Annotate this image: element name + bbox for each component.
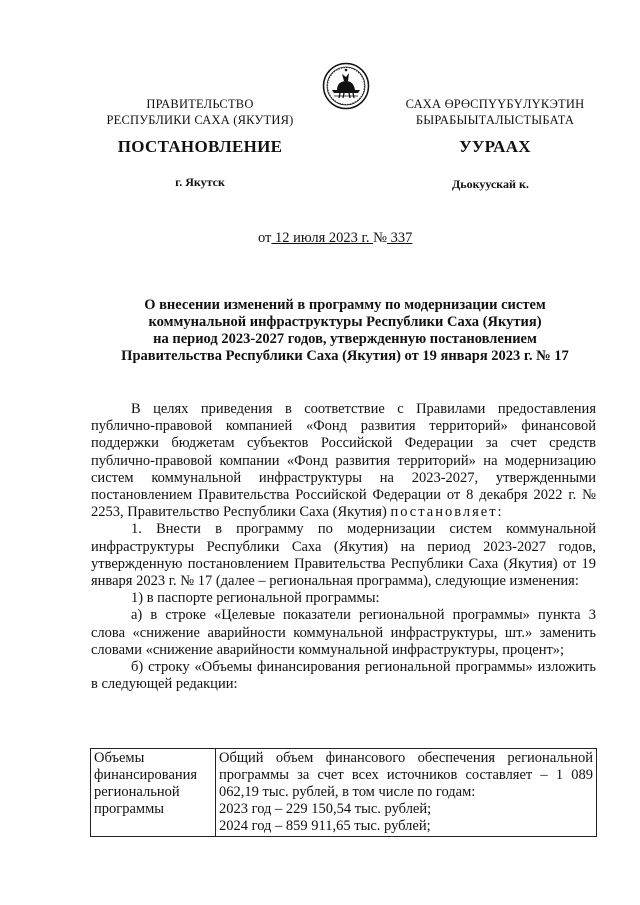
document-date: 12 июля 2023 г. [271,230,374,246]
financing-table [90,748,597,837]
city-sah: Дьокуускай к. [452,177,529,191]
document-body [91,401,596,693]
government-name-ru [85,96,315,128]
document-heading [95,297,595,365]
resolution-keyword: постановляет: [390,504,504,521]
doc-type-ru: ПОСТАНОВЛЕНИЕ [117,137,283,156]
government-name-sah [385,96,605,128]
date-prefix: от [258,230,272,246]
body-paragraph: а) в строке «Целевые показатели региональной программы» пункта 3 слова «снижение аварийности коммунальной инфраструктуры, шт.» заменить словами «снижение аварийности коммунальной инфраструктуры, процент»; [91,607,596,658]
number-label: № [373,230,387,246]
heading-line: на период 2023-2027 годов, утвержденную постановлением [153,331,537,347]
table-cell-label: Объемы финансирования региональной программы [91,749,216,837]
financing-total: Общий объем финансового обеспечения региональной программы за счет всех источников составляет – 1 089 062,19 тыс. рублей, в том числе по годам: [219,750,593,800]
date-number-line [258,230,412,247]
body-paragraph: 1) в паспорте региональной программы: [131,590,380,607]
header-right-line2: БЫРАБЫЫТАЛЫСТЫБАТА [415,113,575,127]
body-paragraph [91,401,596,521]
doc-type-sah: УУРААХ [459,137,531,156]
document-number: 337 [386,230,413,246]
heading-line: О внесении изменений в программу по модернизации систем [144,297,546,313]
financing-year: 2023 год – 229 150,54 тыс. рублей; [219,801,432,817]
city-ru: г. Якутск [175,175,225,189]
header-right-line1: САХА ӨРӨСПҮҮБҮЛҮКЭТИН [405,97,585,111]
body-paragraph: 1. Внести в программу по модернизации систем коммунальной инфраструктуры Республики Саха (Якутия) на период 2023-2027 годов, утвержденную постановлением Правительства Республики Саха (Якутия) от 19 января 2023 г. № 17 (далее – региональная программа), следующие изменения: [91,521,596,590]
table-cell-value [216,749,597,837]
financing-year: 2024 год – 859 911,65 тыс. рублей; [219,818,431,834]
heading-line: Правительства Республики Саха (Якутия) от 19 января 2023 г. № 17 [121,348,569,364]
heading-line: коммунальной инфраструктуры Республики Саха (Якутия) [148,314,542,330]
table-row [91,749,597,837]
preamble-text: В целях приведения в соответствие с Правилами предоставления публично-правовой компанией «Фонд развития территорий» финансовой поддержки бюджетам субъектов Российской Федерации за счет средств публично-правовой компании «Фонд развития территорий» на модернизацию систем коммунальной инфраструктуры на 2023-2027, утвержденными постановлением Правительства Российской Федерации от 8 декабря 2022 г. № 2253, Правительство Республики Саха (Якутия) [91,401,596,521]
emblem-icon [322,62,370,110]
header-left-line1: ПРАВИТЕЛЬСТВО [146,97,254,111]
body-paragraph: б) строку «Объемы финансирования региональной программы» изложить в следующей редакции: [91,659,596,693]
header-left-line2: РЕСПУБЛИКИ САХА (ЯКУТИЯ) [106,113,294,127]
